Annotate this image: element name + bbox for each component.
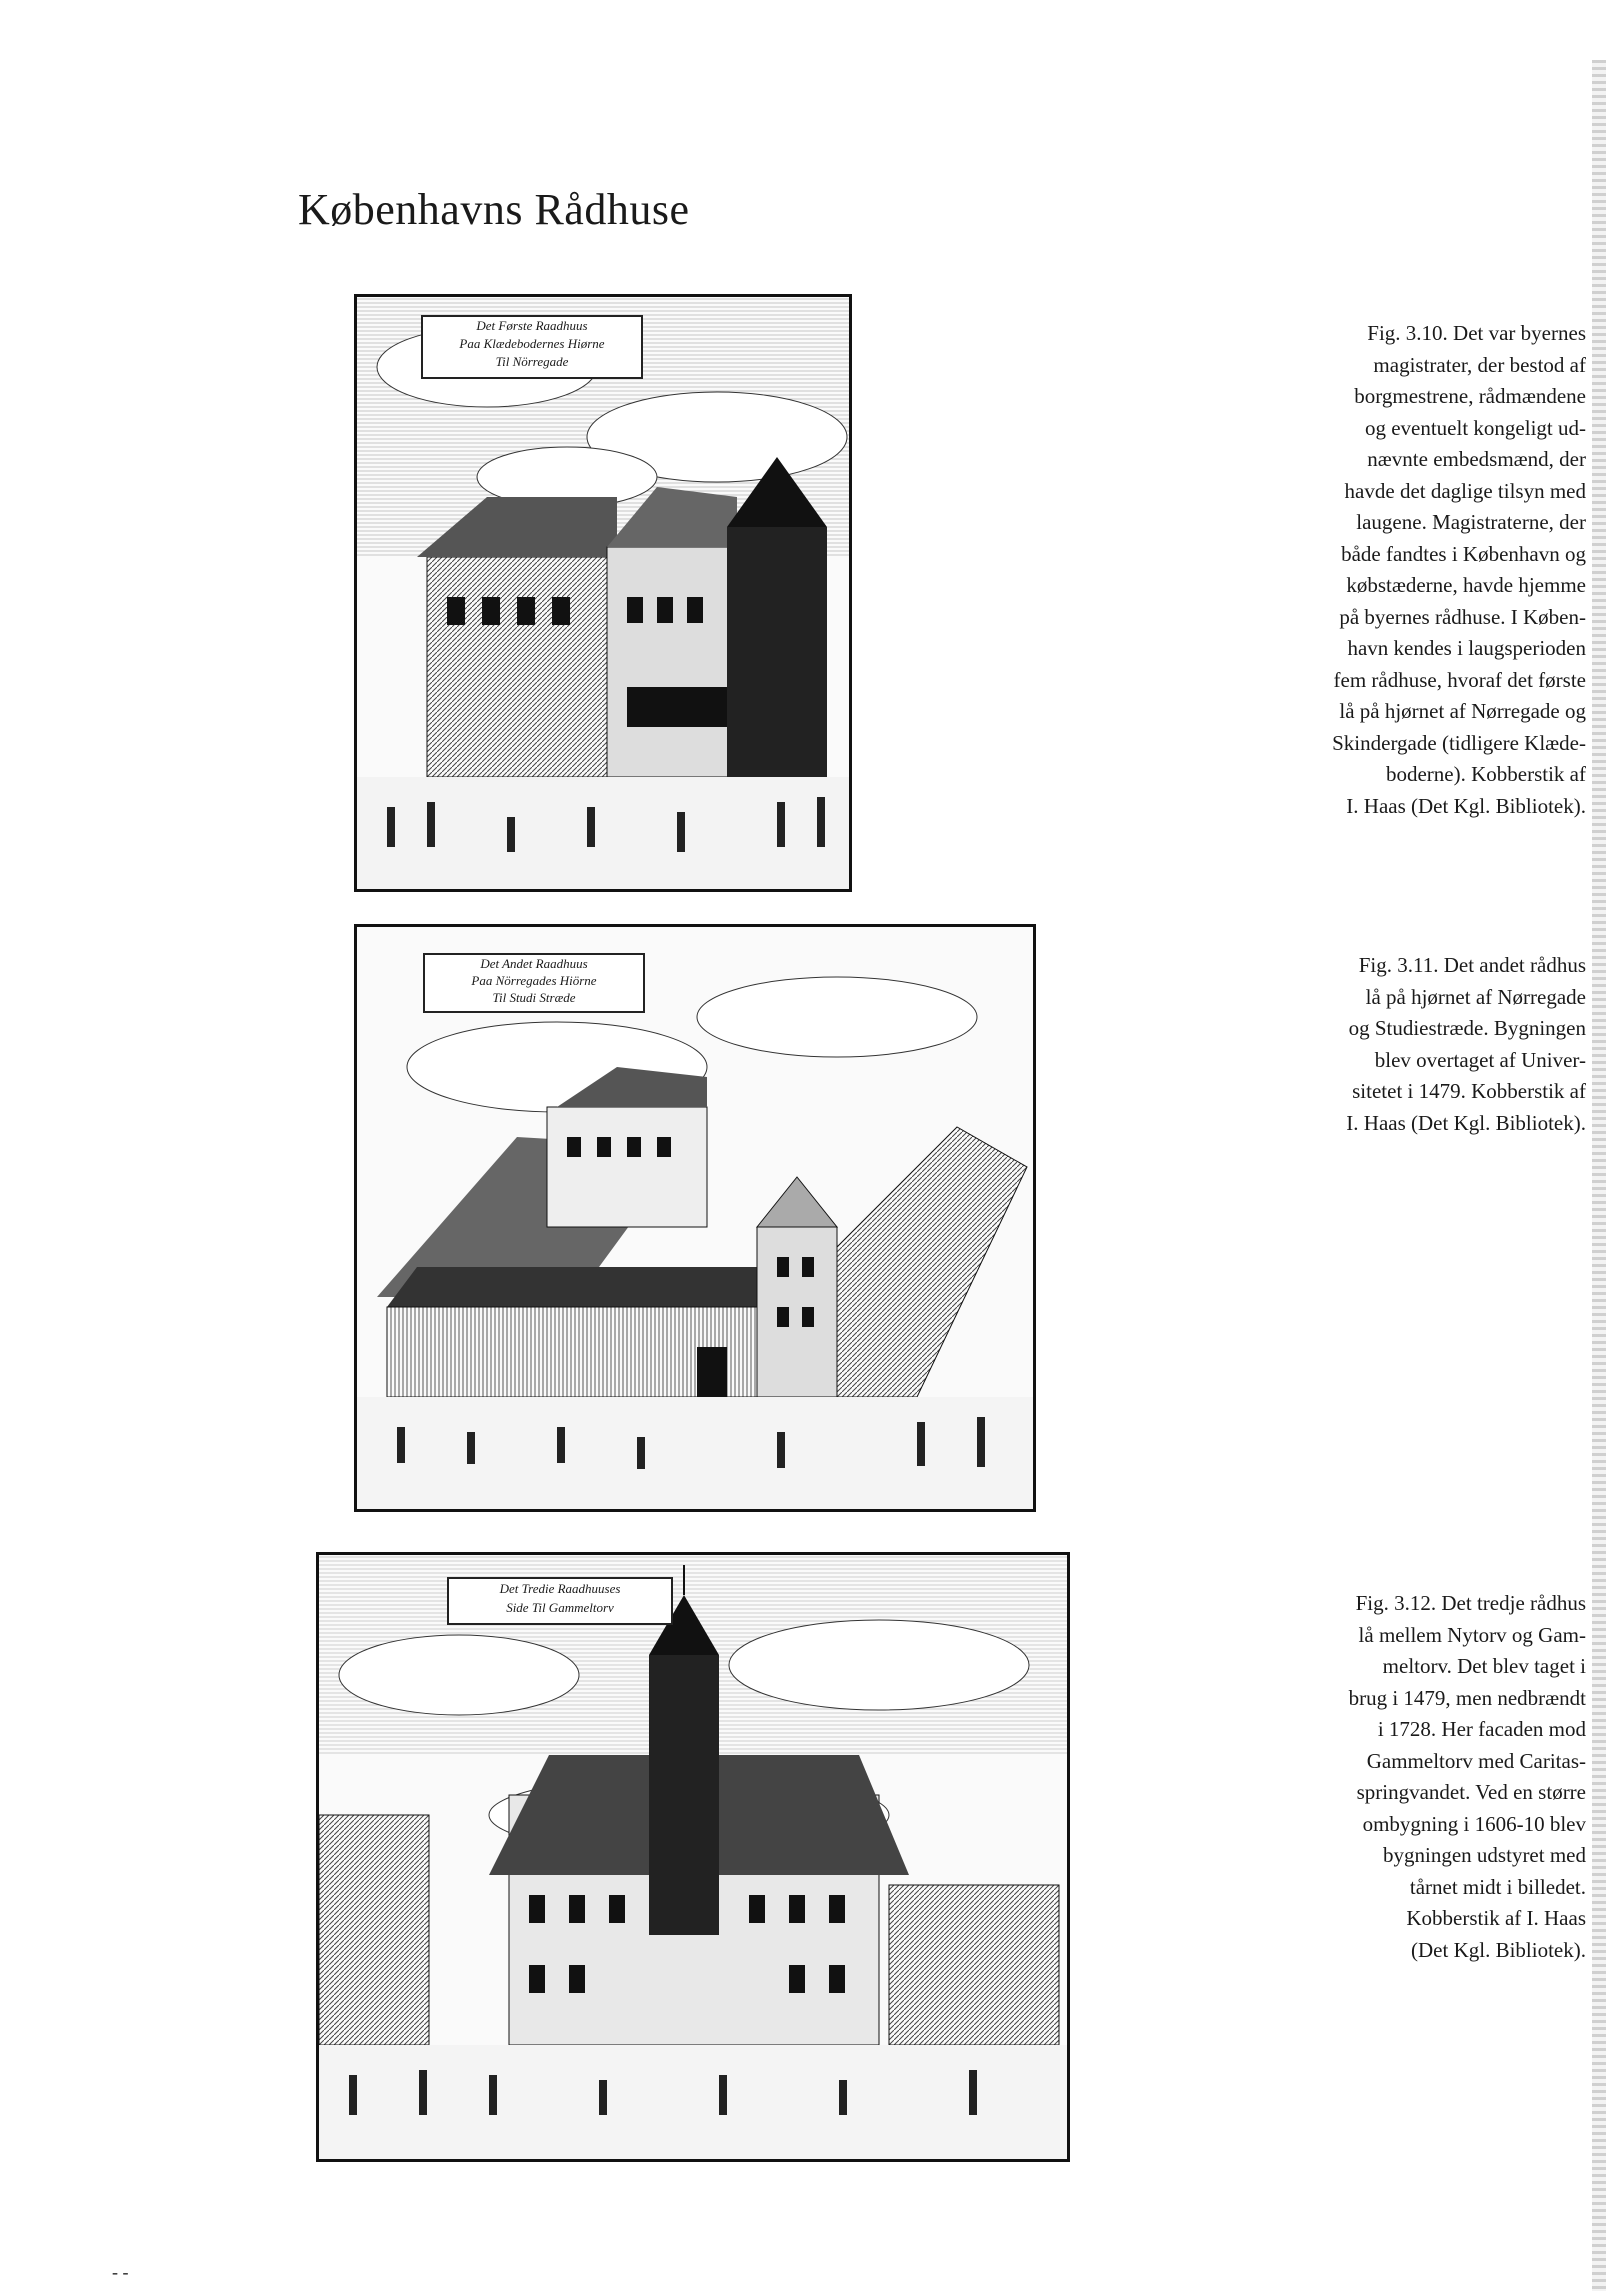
engraving-third-town-hall <box>316 1552 1070 2162</box>
caption-fig-3-11: Fig. 3.11. Det andet rådhus lå på hjørnet af Nørregade og Studiestræde. Bygningen blev overtaget af Univer- sitetet i 1479. Kobberstik af I. Haas (Det Kgl. Bibliotek). <box>1346 953 1586 1135</box>
plate-inscription-2 <box>423 953 645 1013</box>
inscription-line: Side Til Gammeltorv <box>506 1600 614 1615</box>
engraving-first-town-hall <box>354 294 852 892</box>
page-number: - - <box>112 2262 129 2282</box>
inscription-line: Paa Nörregades Hiörne <box>471 973 597 988</box>
caption-fig-3-10: Fig. 3.10. Det var byernes magistrater, der bestod af borgmestrene, rådmændene og eventuelt kongeligt ud- nævnte embedsmænd, der havde det daglige tilsyn med laugene. Magistraterne, der både fandtes i København og købstæderne, havde hjemme på byernes rådhuse. I Køben- havn kendes i laugsperioden fem rådhuse, hvoraf det første lå på hjørnet af Nørregade og Skindergade (tidligere Klæde- boderne). Kobberstik af I. Haas (Det Kgl. Bibliotek). <box>1332 321 1586 818</box>
inscription-line: Paa Klædebodernes Hiørne <box>459 336 605 351</box>
plate-inscription-3 <box>447 1577 673 1625</box>
inscription-line: Til Nörregade <box>495 354 569 369</box>
scan-edge-shadow <box>1592 60 1606 2291</box>
page-title: Københavns Rådhuse <box>298 185 690 234</box>
engraving-second-town-hall <box>354 924 1036 1512</box>
inscription-line: Til Studi Stræde <box>492 990 576 1005</box>
inscription-line: Det Andet Raadhuus <box>480 956 588 971</box>
inscription-line: Det Første Raadhuus <box>476 318 588 333</box>
caption-fig-3-12: Fig. 3.12. Det tredje rådhus lå mellem Nytorv og Gam- meltorv. Det blev taget i brug i 1479, men nedbrændt i 1728. Her facaden mod Gammeltorv med Caritas- springvandet. Ved en større ombygning i 1606-10 blev bygningen udstyret med tårnet midt i billedet. Kobberstik af I. Haas (Det Kgl. Bibliotek). <box>1348 1591 1586 1962</box>
inscription-line: Det Tredie Raadhuuses <box>499 1581 621 1596</box>
plate-inscription-1 <box>421 315 643 379</box>
